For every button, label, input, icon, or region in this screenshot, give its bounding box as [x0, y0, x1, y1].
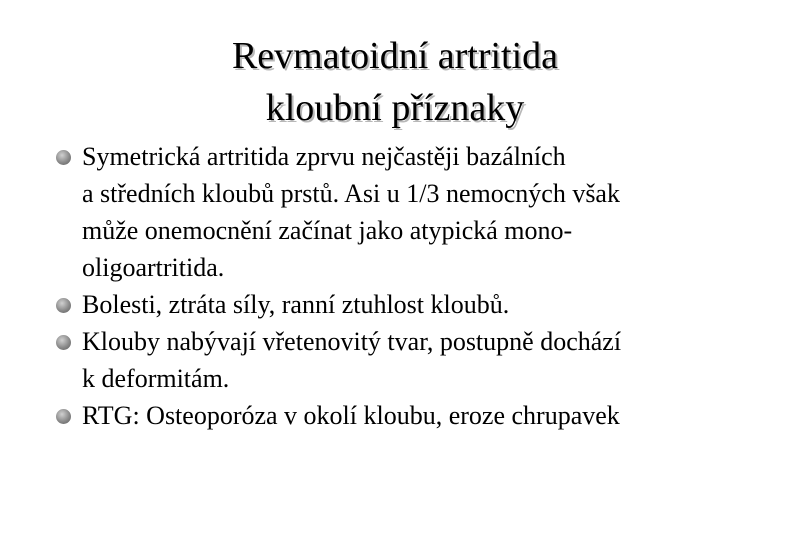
bullet-line: Bolesti, ztráta síly, ranní ztuhlost kloubů.: [82, 290, 510, 319]
bullet-dot-icon: [56, 335, 71, 350]
bullet-line: Symetrická artritida zprvu nejčastěji bazálních: [82, 142, 566, 171]
bullet-dot-icon: [56, 150, 71, 165]
bullet-line: RTG: Osteoporóza v okolí kloubu, eroze chrupavek: [82, 401, 620, 430]
bullet-item: [52, 397, 792, 434]
bullet-line: a středních kloubů prstů. Asi u 1/3 nemocných však: [82, 179, 620, 208]
bullet-item: [52, 323, 792, 397]
bullet-line: Klouby nabývají vřetenovitý tvar, postupně dochází: [82, 327, 622, 356]
bullet-dot-icon: [56, 409, 71, 424]
bullet-line: k deformitám.: [82, 364, 230, 393]
bullet-line: může onemocnění začínat jako atypická mono-: [82, 216, 573, 245]
bullet-dot-icon: [56, 298, 71, 313]
bullet-item: [52, 138, 792, 286]
title-line-2: kloubní příznaky: [265, 87, 525, 129]
bullet-list: [52, 138, 792, 434]
bullet-line: oligoartritida.: [82, 253, 225, 282]
bullet-item: [52, 286, 792, 323]
slide-title: [0, 30, 790, 134]
title-line-1: Revmatoidní artritida: [231, 35, 559, 77]
